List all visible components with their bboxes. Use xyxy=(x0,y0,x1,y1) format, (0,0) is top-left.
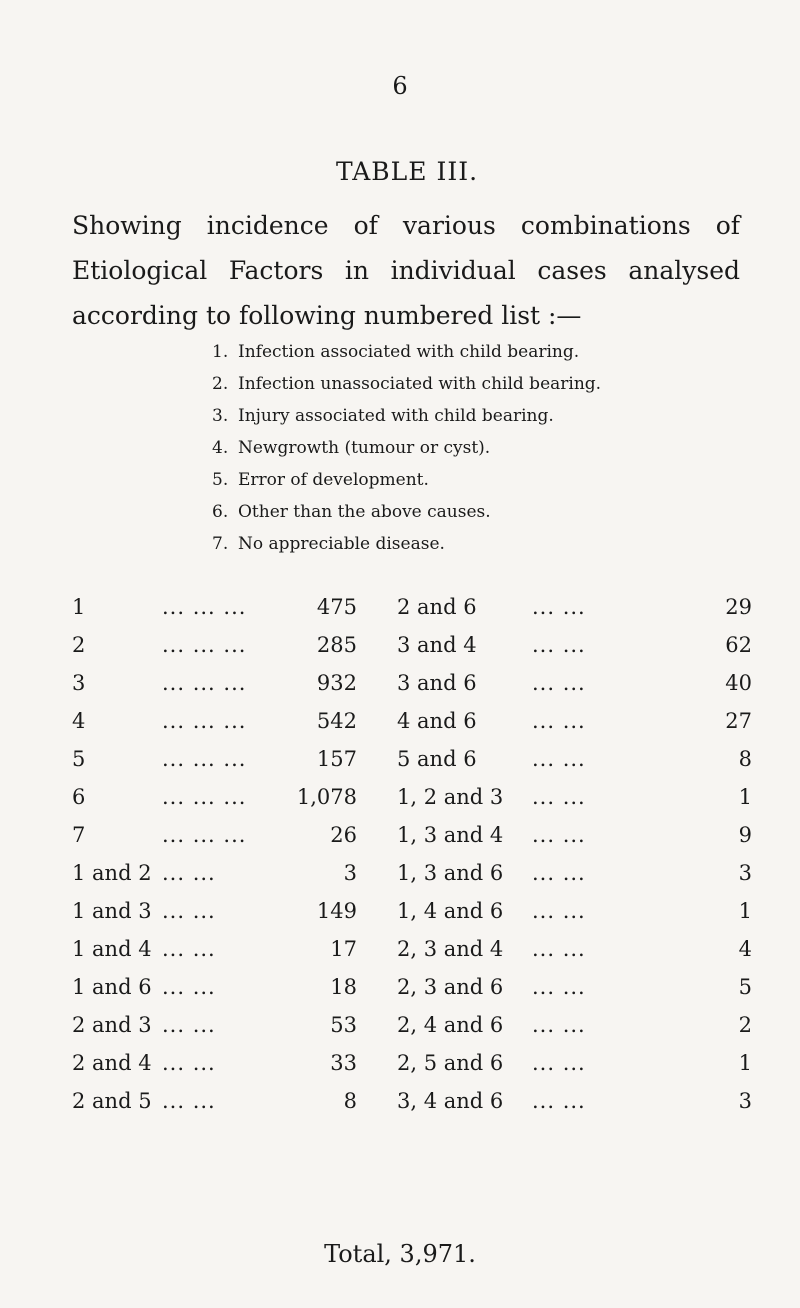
right-case-count: 3 xyxy=(738,861,752,885)
left-leader-dots: ... ... ... xyxy=(162,709,247,733)
left-case-count: 33 xyxy=(330,1051,357,1075)
factor-text: Injury associated with child bearing. xyxy=(238,406,554,426)
factor-item xyxy=(212,336,601,368)
left-case-count: 932 xyxy=(316,671,357,695)
right-leader-dots: ... ... xyxy=(532,747,586,771)
factor-number: 1. xyxy=(212,342,229,362)
left-leader-dots: ... ... ... xyxy=(162,633,247,657)
left-leader-dots: ... ... xyxy=(162,975,216,999)
right-case-count: 27 xyxy=(725,709,752,733)
factor-text: Infection associated with child bearing. xyxy=(238,342,580,362)
factor-text: No appreciable disease. xyxy=(238,534,445,554)
factor-item xyxy=(212,432,601,464)
left-combination-label: 5 xyxy=(72,747,86,771)
right-case-count: 8 xyxy=(738,747,752,771)
table-row xyxy=(72,816,752,854)
factor-number: 7. xyxy=(212,534,229,554)
left-leader-dots: ... ... xyxy=(162,861,216,885)
table-title: TABLE III. xyxy=(335,157,479,186)
left-combination-label: 6 xyxy=(72,785,86,809)
right-combination-label: 2 and 6 xyxy=(397,595,477,619)
factor-item xyxy=(212,400,601,432)
right-combination-label: 3 and 6 xyxy=(397,671,477,695)
table-row xyxy=(72,626,752,664)
left-leader-dots: ... ... xyxy=(162,1089,216,1113)
left-leader-dots: ... ... ... xyxy=(162,785,247,809)
right-case-count: 29 xyxy=(725,595,752,619)
left-combination-label: 1 and 3 xyxy=(72,899,152,923)
factor-number: 5. xyxy=(212,470,229,490)
left-combination-label: 7 xyxy=(72,823,86,847)
right-combination-label: 2, 3 and 6 xyxy=(397,975,504,999)
left-combination-label: 1 and 6 xyxy=(72,975,152,999)
right-combination-label: 1, 3 and 4 xyxy=(397,823,504,847)
right-combination-label: 1, 4 and 6 xyxy=(397,899,504,923)
left-combination-label: 4 xyxy=(72,709,86,733)
left-combination-label: 1 xyxy=(72,595,86,619)
left-combination-label: 3 xyxy=(72,671,86,695)
right-leader-dots: ... ... xyxy=(532,785,586,809)
factor-number: 6. xyxy=(212,502,229,522)
left-leader-dots: ... ... ... xyxy=(162,747,247,771)
right-leader-dots: ... ... xyxy=(532,823,586,847)
right-combination-label: 1, 2 and 3 xyxy=(397,785,504,809)
right-leader-dots: ... ... xyxy=(532,709,586,733)
left-case-count: 17 xyxy=(330,937,357,961)
right-case-count: 5 xyxy=(738,975,752,999)
right-combination-label: 3 and 4 xyxy=(397,633,477,657)
right-case-count: 62 xyxy=(725,633,752,657)
factor-number: 4. xyxy=(212,438,229,458)
left-case-count: 26 xyxy=(330,823,357,847)
intro-paragraph: Showing incidence of various combinations of Etiological Factors in individual cases analysed according to following numbered list :— xyxy=(72,211,740,330)
left-combination-label: 2 and 3 xyxy=(72,1013,152,1037)
left-case-count: 149 xyxy=(316,899,357,923)
left-leader-dots: ... ... ... xyxy=(162,823,247,847)
right-leader-dots: ... ... xyxy=(532,595,586,619)
table-row xyxy=(72,702,752,740)
right-case-count: 2 xyxy=(738,1013,752,1037)
right-combination-label: 5 and 6 xyxy=(397,747,477,771)
right-combination-label: 2, 4 and 6 xyxy=(397,1013,504,1037)
right-combination-label: 2, 5 and 6 xyxy=(397,1051,504,1075)
table-row xyxy=(72,1082,752,1120)
left-case-count: 1,078 xyxy=(296,785,357,809)
factor-list xyxy=(212,336,601,560)
left-leader-dots: ... ... xyxy=(162,937,216,961)
left-case-count: 53 xyxy=(330,1013,357,1037)
factor-item xyxy=(212,496,601,528)
right-leader-dots: ... ... xyxy=(532,861,586,885)
total-line: Total, 3,971. xyxy=(324,1240,476,1268)
table-row xyxy=(72,1006,752,1044)
right-combination-label: 4 and 6 xyxy=(397,709,477,733)
factor-item xyxy=(212,368,601,400)
right-leader-dots: ... ... xyxy=(532,1051,586,1075)
right-leader-dots: ... ... xyxy=(532,1089,586,1113)
right-combination-label: 3, 4 and 6 xyxy=(397,1089,504,1113)
factor-text: Infection unassociated with child bearing. xyxy=(238,374,602,394)
combinations-table xyxy=(72,588,752,1120)
factor-text: Newgrowth (tumour or cyst). xyxy=(238,438,491,458)
left-case-count: 475 xyxy=(316,595,357,619)
right-leader-dots: ... ... xyxy=(532,1013,586,1037)
right-leader-dots: ... ... xyxy=(532,671,586,695)
table-row xyxy=(72,930,752,968)
table-row xyxy=(72,968,752,1006)
right-combination-label: 2, 3 and 4 xyxy=(397,937,504,961)
left-leader-dots: ... ... xyxy=(162,1013,216,1037)
factor-number: 2. xyxy=(212,374,229,394)
left-combination-label: 2 and 5 xyxy=(72,1089,152,1113)
right-case-count: 1 xyxy=(738,899,752,923)
right-case-count: 1 xyxy=(738,1051,752,1075)
table-row xyxy=(72,854,752,892)
left-case-count: 3 xyxy=(343,861,357,885)
right-case-count: 3 xyxy=(738,1089,752,1113)
left-combination-label: 2 xyxy=(72,633,86,657)
factor-text: Error of development. xyxy=(238,470,429,490)
table-row xyxy=(72,740,752,778)
table-row xyxy=(72,664,752,702)
left-leader-dots: ... ... ... xyxy=(162,671,247,695)
left-combination-label: 2 and 4 xyxy=(72,1051,152,1075)
factor-item xyxy=(212,528,601,560)
left-case-count: 8 xyxy=(343,1089,357,1113)
left-combination-label: 1 and 4 xyxy=(72,937,152,961)
right-case-count: 4 xyxy=(738,937,752,961)
table-row xyxy=(72,778,752,816)
table-row xyxy=(72,1044,752,1082)
table-row xyxy=(72,892,752,930)
left-leader-dots: ... ... xyxy=(162,1051,216,1075)
left-case-count: 18 xyxy=(330,975,357,999)
left-leader-dots: ... ... ... xyxy=(162,595,247,619)
right-leader-dots: ... ... xyxy=(532,937,586,961)
left-case-count: 157 xyxy=(316,747,357,771)
factor-item xyxy=(212,464,601,496)
page-number: 6 xyxy=(392,72,408,100)
left-case-count: 542 xyxy=(316,709,357,733)
right-leader-dots: ... ... xyxy=(532,899,586,923)
left-leader-dots: ... ... xyxy=(162,899,216,923)
right-case-count: 1 xyxy=(738,785,752,809)
table-row xyxy=(72,588,752,626)
factor-text: Other than the above causes. xyxy=(238,502,491,522)
left-case-count: 285 xyxy=(316,633,357,657)
right-case-count: 40 xyxy=(725,671,752,695)
right-leader-dots: ... ... xyxy=(532,975,586,999)
right-leader-dots: ... ... xyxy=(532,633,586,657)
factor-number: 3. xyxy=(212,406,229,426)
left-combination-label: 1 and 2 xyxy=(72,861,152,885)
right-combination-label: 1, 3 and 6 xyxy=(397,861,504,885)
right-case-count: 9 xyxy=(738,823,752,847)
